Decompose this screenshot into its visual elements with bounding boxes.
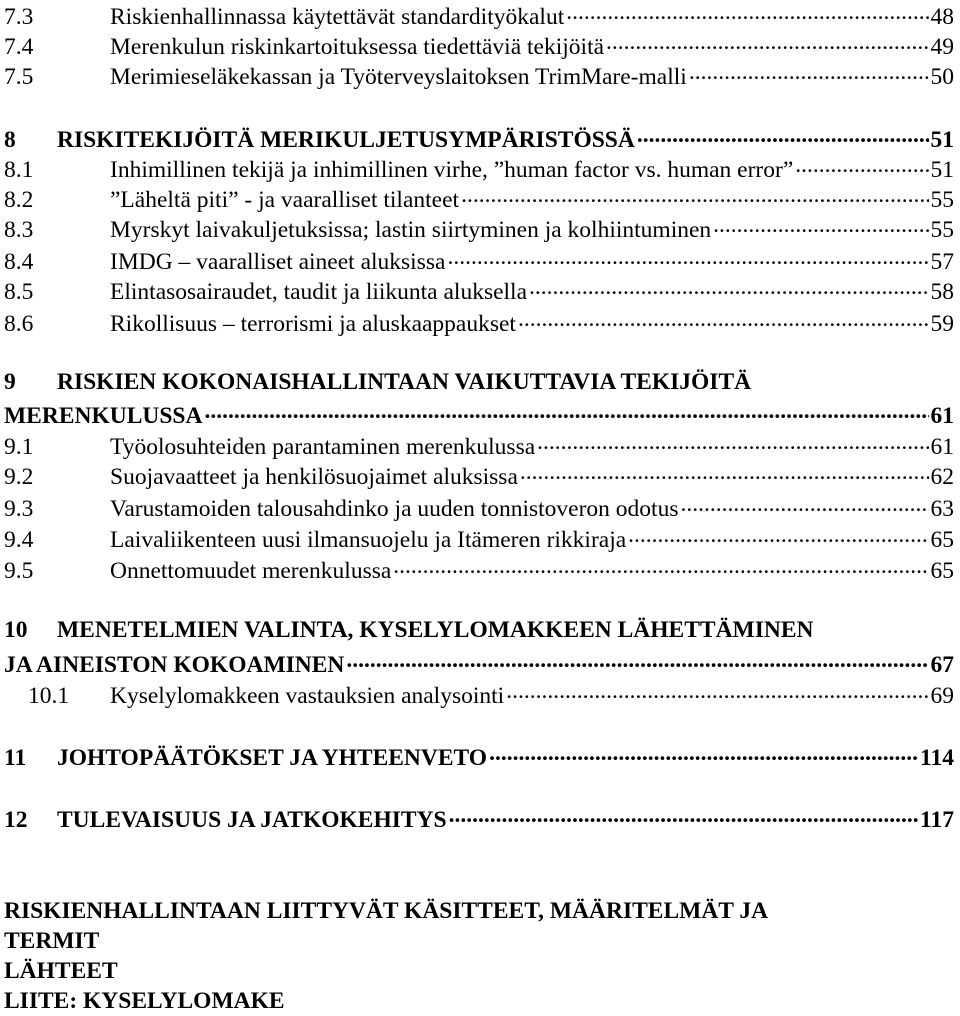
toc-title: Työolosuhteiden parantaminen merenkulussa [110, 433, 536, 460]
toc-number: 8.1 [4, 156, 34, 183]
dot-leader [637, 123, 929, 147]
toc-entry-7-5[interactable] [0, 60, 960, 88]
toc-appendix-terms-line2[interactable]: TERMIT [4, 928, 100, 954]
toc-page: 62 [930, 463, 954, 490]
toc-number: 9.4 [4, 526, 34, 553]
toc-chapter-9-line2[interactable] [0, 399, 960, 427]
toc-entry-8-5[interactable] [0, 275, 960, 303]
toc-number: 12 [4, 806, 28, 833]
dot-leader [204, 399, 928, 423]
toc-page: 69 [930, 682, 954, 709]
toc-entry-9-4[interactable] [0, 523, 960, 551]
toc-entry-8-2[interactable] [0, 183, 960, 211]
dot-leader [489, 741, 918, 765]
toc-page: 114 [920, 744, 954, 771]
toc-entry-8-4[interactable] [0, 245, 960, 273]
toc-page: 65 [930, 526, 954, 553]
toc-title: RISKITEKIJÖITÄ MERIKULJETUSYMPÄRISTÖSSÄ [57, 126, 635, 153]
toc-chapter-10-line2[interactable] [0, 648, 960, 676]
toc-entry-8-6[interactable] [0, 307, 960, 335]
toc-title: Merenkulun riskinkartoituksessa tiedettäviä tekijöitä [110, 33, 605, 60]
toc-title: Merimieseläkekassan ja Työterveyslaitoksen TrimMare-malli [110, 63, 687, 90]
toc-page: 49 [930, 33, 954, 60]
toc-title: JOHTOPÄÄTÖKSET JA YHTEENVETO [57, 744, 488, 771]
toc-chapter-10-line1[interactable] [0, 617, 960, 645]
toc-entry-9-3[interactable] [0, 492, 960, 520]
toc-page: 48 [930, 3, 954, 30]
dot-leader [506, 679, 928, 703]
toc-page: 67 [930, 651, 954, 678]
toc-page: 55 [930, 186, 954, 213]
toc-appendix-questionnaire[interactable]: LIITE: KYSELYLOMAKE [4, 988, 285, 1014]
dot-leader [681, 492, 929, 516]
toc-title: ”Läheltä piti” - ja vaaralliset tilanteet [110, 186, 460, 213]
toc-page: 117 [920, 806, 954, 833]
toc-page: 65 [930, 557, 954, 584]
toc-chapter-11[interactable] [0, 741, 960, 769]
toc-page: 57 [930, 248, 954, 275]
toc-entry-10-1[interactable] [0, 679, 960, 707]
dot-leader [520, 460, 929, 484]
toc-title: Suojavaatteet ja henkilösuojaimet aluksissa [110, 463, 518, 490]
toc-appendix-terms-line1[interactable]: RISKIENHALLINTAAN LIITTYVÄT KÄSITTEET, MÄÄRITELMÄT JA [4, 898, 769, 924]
toc-entry-8-1[interactable] [0, 153, 960, 181]
dot-leader [566, 0, 928, 24]
toc-number: 8.3 [4, 216, 34, 243]
toc-page: 59 [930, 310, 954, 337]
toc-number: 7.3 [4, 3, 34, 30]
toc-entry-7-3[interactable] [0, 0, 960, 28]
toc-page: 61 [930, 402, 954, 429]
dot-leader [518, 307, 929, 331]
toc-chapter-12[interactable] [0, 803, 960, 831]
toc-title: MERENKULUSSA [4, 402, 203, 429]
dot-leader [713, 213, 928, 237]
toc-number: 7.5 [4, 63, 34, 90]
toc-number: 9 [4, 369, 16, 395]
toc-title: Elintasosairaudet, taudit ja liikunta aluksella [110, 278, 528, 305]
toc-number: 10 [4, 617, 28, 643]
toc-number: 8.6 [4, 310, 34, 337]
dot-leader [461, 183, 928, 207]
dot-leader [537, 430, 928, 454]
toc-title: Kyselylomakkeen vastauksien analysointi [110, 682, 505, 709]
toc-title: Onnettomuudet merenkulussa [110, 557, 392, 584]
toc-page: 51 [930, 126, 954, 153]
dot-leader [346, 648, 928, 672]
toc-number: 7.4 [4, 33, 34, 60]
dot-leader [449, 803, 918, 827]
toc-number: 8.2 [4, 186, 34, 213]
toc-title: TULEVAISUUS JA JATKOKEHITYS [57, 806, 447, 833]
dot-leader [795, 153, 928, 177]
dot-leader [529, 275, 928, 299]
toc-title: Rikollisuus – terrorismi ja aluskaappaukset [110, 310, 516, 337]
toc-page: 51 [930, 156, 954, 183]
toc-title: Inhimillinen tekijä ja inhimillinen virhe, ”human factor vs. human error” [110, 156, 794, 183]
toc-number: 9.3 [4, 495, 34, 522]
dot-leader [606, 30, 928, 54]
toc-title: RISKIEN KOKONAISHALLINTAAN VAIKUTTAVIA TEKIJÖITÄ [57, 369, 752, 395]
toc-appendix-sources[interactable]: LÄHTEET [4, 958, 118, 984]
toc-title: JA AINEISTON KOKOAMINEN [4, 651, 345, 678]
toc-number: 8 [4, 126, 16, 153]
toc-entry-7-4[interactable] [0, 30, 960, 58]
toc-title: IMDG – vaaralliset aineet aluksissa [110, 248, 446, 275]
toc-number: 9.5 [4, 557, 34, 584]
toc-entry-8-3[interactable] [0, 213, 960, 241]
toc-title: Varustamoiden talousahdinko ja uuden tonnistoveron odotus [110, 495, 679, 522]
dot-leader [447, 245, 928, 269]
toc-page: 58 [930, 278, 954, 305]
toc-entry-9-1[interactable] [0, 430, 960, 458]
dot-leader [393, 554, 928, 578]
dot-leader [689, 60, 929, 84]
toc-title: Laivaliikenteen uusi ilmansuojelu ja Itämeren rikkiraja [110, 526, 627, 553]
toc-number: 8.5 [4, 278, 34, 305]
toc-number: 9.1 [4, 433, 34, 460]
toc-page: 61 [930, 433, 954, 460]
dot-leader [628, 523, 928, 547]
toc-chapter-9-line1[interactable] [0, 369, 960, 397]
toc-number: 11 [4, 744, 27, 771]
toc-entry-9-2[interactable] [0, 460, 960, 488]
toc-number: 9.2 [4, 463, 34, 490]
toc-page: 50 [930, 63, 954, 90]
toc-entry-9-5[interactable] [0, 554, 960, 582]
toc-number: 8.4 [4, 248, 34, 275]
toc-title: Riskienhallinnassa käytettävät standardityökalut [110, 3, 565, 30]
toc-title: MENETELMIEN VALINTA, KYSELYLOMAKKEEN LÄHETTÄMINEN [57, 617, 814, 643]
toc-page: 55 [930, 216, 954, 243]
toc-chapter-8[interactable] [0, 123, 960, 151]
toc-number: 10.1 [28, 682, 70, 709]
toc-title: Myrskyt laivakuljetuksissa; lastin siirtyminen ja kolhiintuminen [110, 216, 712, 243]
toc-page: 63 [930, 495, 954, 522]
